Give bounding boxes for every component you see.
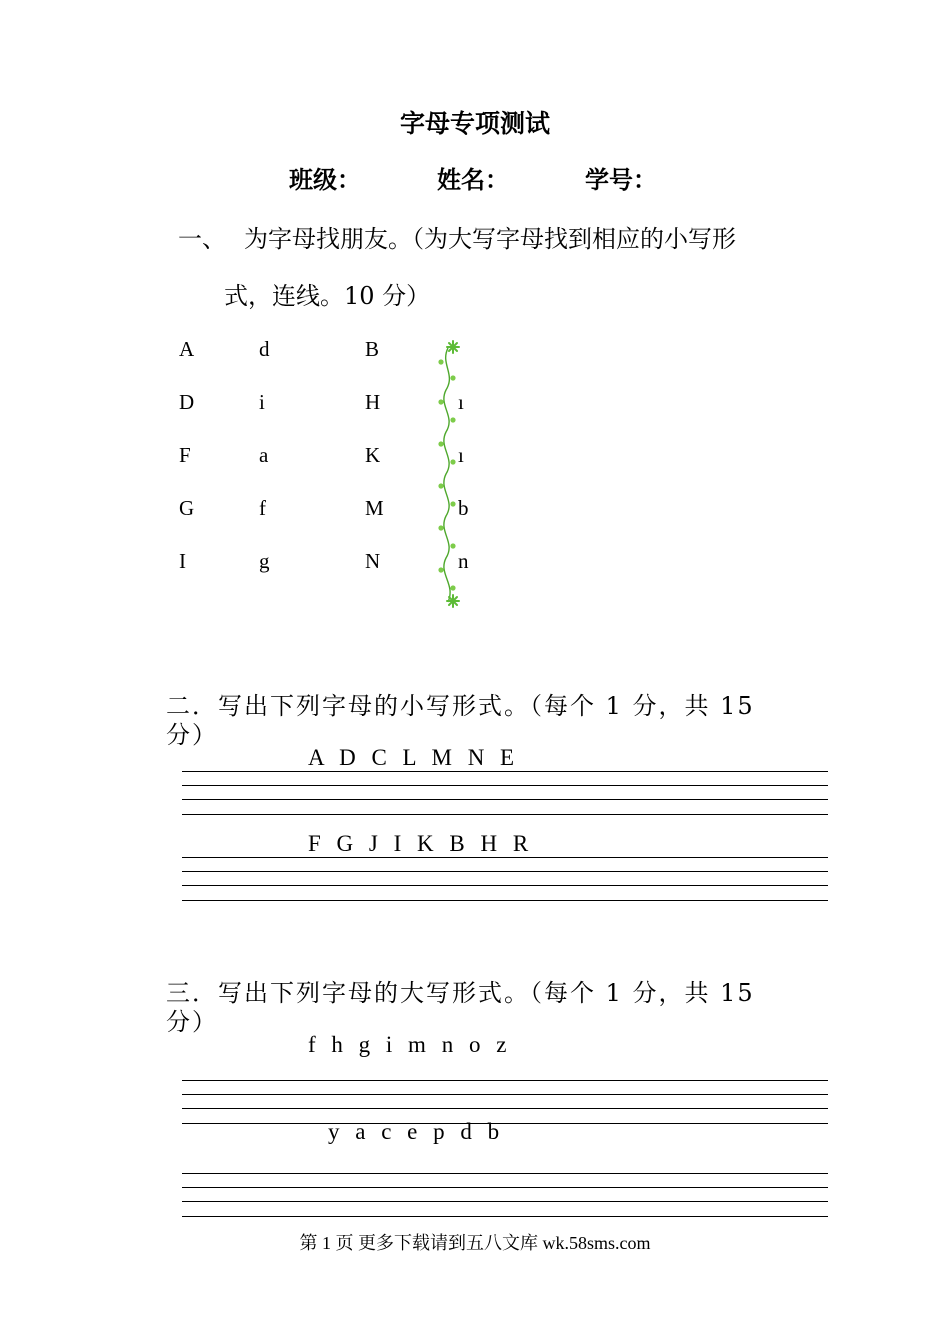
matching-letter-col2-3: a [259, 443, 269, 467]
matching-letter-col2-4: f [259, 496, 266, 520]
section1-instruction-line2: 式，连线。10 分） [224, 282, 431, 310]
vine-divider-image [436, 340, 466, 620]
section3-lowercase-row2: y a c e p d b [328, 1119, 500, 1144]
section2-uppercase-row1: A D C L M N E [308, 745, 515, 770]
matching-letter-col2-1: d [259, 337, 270, 361]
matching-letter-col2-5: g [259, 549, 270, 573]
matching-letter-col4-3: ı [458, 443, 464, 467]
matching-letter-col3-4: M [365, 496, 384, 520]
section3-instruction-text: 三．写出下列字母的大写形式。（每个 1 分，共 15 [166, 979, 755, 1007]
matching-letter-col2-2: i [259, 390, 265, 414]
matching-letter-col1-3: F [179, 443, 191, 467]
matching-letter-col1-4: G [179, 496, 195, 520]
matching-letter-col4-5: n [458, 549, 469, 573]
section3-instruction-line2: 分） [166, 1008, 218, 1036]
page-footer: 第 1 页 更多下载请到五八文库 wk.58sms.com [299, 1233, 651, 1253]
section1-number: 一、 [178, 225, 226, 253]
student-number-label: 学号： [585, 165, 657, 194]
section2-uppercase-row2: F G J I K B H R [308, 831, 529, 856]
section3-lowercase-row1: f h g i m n o z [308, 1032, 507, 1057]
page-title: 字母专项测试 [399, 109, 550, 138]
section1-instruction-line1: 为字母找朋友。（为大写字母找到相应的小写形 [244, 225, 736, 253]
name-label: 姓名： [437, 165, 509, 194]
matching-letter-col1-2: D [179, 390, 195, 414]
matching-letter-col1-5: I [179, 549, 186, 573]
matching-letter-col4-2: ı [458, 390, 464, 414]
section2-instruction-line1: 二．写出下列字母的小写形式。（每个 1 分，共 15 [166, 692, 755, 720]
matching-letter-col4-4: b [458, 496, 469, 520]
section3-instruction-line1 [166, 973, 755, 1008]
class-label: 班级： [289, 165, 361, 194]
matching-letter-col3-1: B [365, 337, 380, 361]
matching-letter-col1-1: A [179, 337, 195, 361]
section2-instruction-line2: 分） [166, 721, 218, 749]
matching-letter-col3-3: K [365, 443, 381, 467]
matching-letter-col3-5: N [365, 549, 381, 573]
matching-letter-col3-2: H [365, 390, 381, 414]
